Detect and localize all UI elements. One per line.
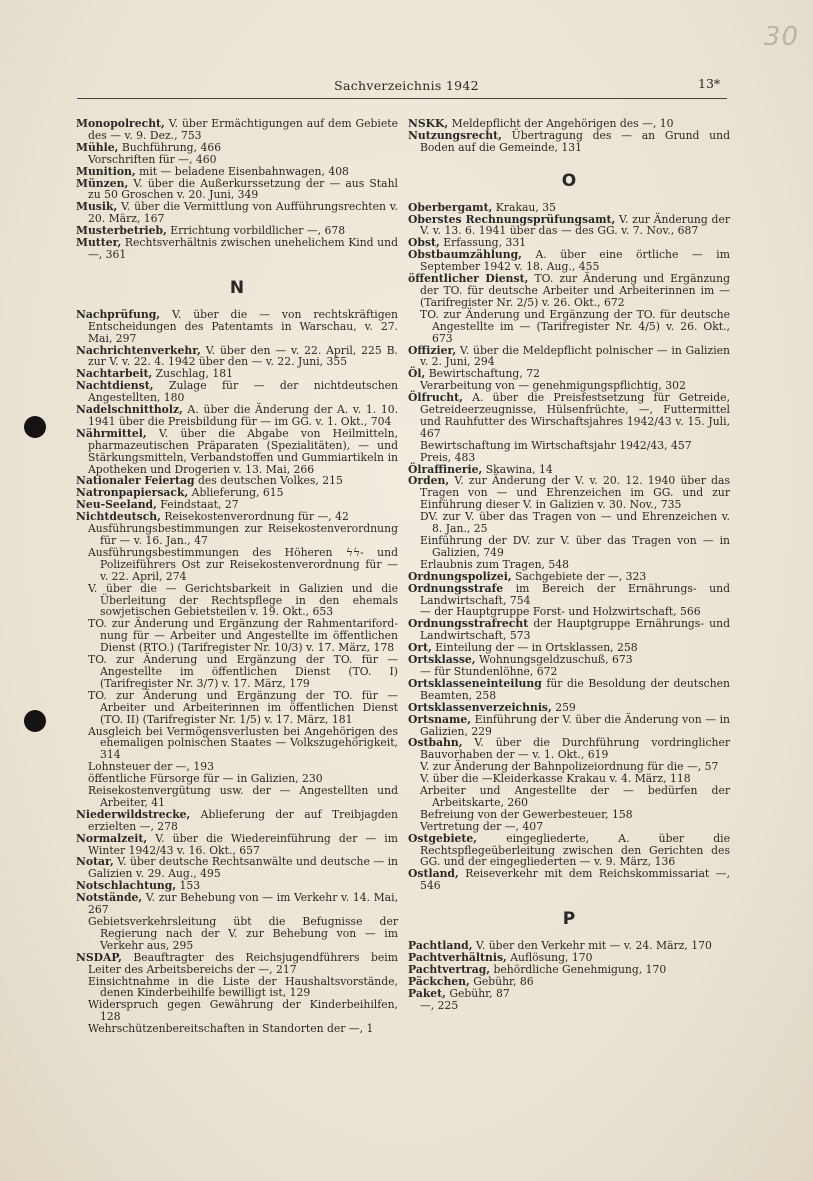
entry-headword: Ort, [408, 641, 432, 655]
entry-text: Einteilung der — in Ortsklassen, 258 [431, 641, 638, 655]
index-entry [408, 249, 730, 273]
entry-headword: Ölfrucht, [408, 391, 463, 405]
entry-text: Ablieferung der auf Treibjagden erzielten —, 278 [88, 807, 398, 833]
index-entry [408, 868, 730, 892]
entry-text: Wehrschützenbereitschaften in Standorten der —, 1 [88, 1022, 374, 1036]
entry-text: V. über die — Gerichtsbarkeit in Galizien und die Überleitung der Rechtspflege in den ehemals sowjetischen Gebietsteilen v. 19. Okt., 653 [88, 581, 398, 619]
entry-text: Verarbeitung von — genehmigungspflichtig, 302 [420, 379, 686, 393]
entry-text: A. über die Preisfestsetzung für Getreide, Getreideerzeugnisse, Hülsenfrüchte, —, Futtermittel und Rauhfutter des Wirschaftsjahres 1942/43 v. 15. Juli, 467 [420, 391, 730, 440]
index-subentry [76, 726, 398, 762]
entry-headword: Natronpapiersack, [76, 486, 189, 500]
entry-headword: Musik, [76, 200, 118, 214]
index-entry [76, 892, 398, 916]
entry-text: Befreiung von der Gewerbesteuer, 158 [420, 807, 633, 821]
entry-text: V. zur Änderung der V. v. 13. 6. 1941 über das — des GG. v. 7. Nov., 687 [420, 212, 730, 238]
index-entry [408, 678, 730, 702]
entry-headword: Öl, [408, 367, 426, 381]
index-entry [76, 237, 398, 261]
entry-headword: Mutter, [76, 236, 122, 250]
entry-text: —, 225 [420, 998, 459, 1012]
entry-headword: öffentlicher Dienst, [408, 272, 529, 286]
entry-headword: Neu-Seeland, [76, 498, 157, 512]
index-subentry [76, 618, 398, 654]
entry-headword: Nichtdeutsch, [76, 510, 161, 524]
entry-text: Einführung der V. über die Änderung von — in Galizien, 229 [420, 712, 730, 738]
entry-text: Errichtung vorbildlicher —, 678 [166, 224, 346, 238]
index-entry [408, 475, 730, 511]
entry-headword: Obstbaumzählung, [408, 248, 522, 262]
index-subentry [408, 535, 730, 559]
entry-headword: Notschlachtung, [76, 879, 177, 893]
index-entry [76, 404, 398, 428]
index-subentry [76, 785, 398, 809]
entry-text: Reisekostenverordnung für —, 42 [160, 510, 349, 524]
entry-text: Krakau, 35 [492, 200, 556, 214]
entry-text: Lohnsteuer der —, 193 [88, 760, 214, 774]
entry-text: TO. zur Änderung und Ergänzung der TO. für — Angestellte im öffentlichen Dienst (TO. I) (Tarifregister Nr. 3/7) v. 17. März, 179 [88, 653, 398, 690]
entry-text: Ablieferung, 615 [188, 486, 284, 500]
index-entry [408, 833, 730, 869]
running-header-title: Sachverzeichnis 1942 [334, 78, 479, 93]
entry-text: Sachgebiete der —, 323 [511, 569, 647, 583]
entry-headword: Offizier, [408, 343, 457, 357]
entry-text: für die Besoldung der deutschen Beamten, 258 [420, 676, 730, 702]
entry-text: Ausführungsbestimmungen des Höheren ϟϟ- und Polizeiführers Ost zur Reisekostenverordnung für — v. 22. April, 274 [88, 545, 398, 583]
entry-headword: Oberbergamt, [408, 200, 493, 214]
entry-text: Erfassung, 331 [439, 236, 527, 250]
entry-headword: Nadelschnittholz, [76, 403, 183, 417]
entry-text: Ausführungsbestimmungen zur Reisekostenverordnung für — v. 16. Jan., 47 [88, 522, 398, 547]
entry-headword: Nutzungsrecht, [408, 128, 502, 142]
entry-headword: Oberstes Rechnungsprüfungsamt, [408, 212, 616, 226]
entry-text: Arbeiter und Angestellte der — bedürfen der Arbeitskarte, 260 [420, 784, 730, 809]
entry-headword: Notar, [76, 855, 114, 869]
entry-text: Ausgleich bei Vermögensverlusten bei Angehörigen des ehemaligen polnischen Staates — Volkszugehörigkeit, 314 [88, 724, 398, 762]
index-subentry [408, 785, 730, 809]
entry-text: V. über die — von rechtskräftigen Entscheidungen des Patentamts in Warschau, v. 27. Mai, 297 [88, 307, 398, 345]
entry-text: öffentliche Fürsorge für — in Galizien, 230 [88, 772, 323, 786]
entry-text: V. über die Durchführung vordringlicher Bauvorhaben der — v. 1. Okt., 619 [420, 736, 730, 762]
index-entry [76, 428, 398, 476]
index-entry [408, 737, 730, 761]
index-subentry [408, 309, 730, 345]
entry-text: A. über die Änderung der A. v. 1. 10. 1941 über die Preisbildung für — im GG. v. 1. Okt., 704 [88, 403, 398, 428]
index-subentry [76, 999, 398, 1023]
entry-headword: Niederwildstrecke, [76, 807, 191, 821]
entry-text: TO. zur Änderung und Ergänzung der TO. für deutsche Arbeiter und Arbeiterinnen im — (Tarifregister Nr. 2/5) v. 26. Okt., 672 [420, 272, 730, 309]
section-letter: P [562, 909, 576, 930]
entry-headword: Nachprüfung, [76, 307, 161, 321]
entry-text: Skawina, 14 [482, 462, 553, 476]
entry-headword: Ordnungsstrafrecht [408, 617, 529, 631]
index-subentry [76, 1023, 398, 1035]
entry-headword: Paket, [408, 986, 446, 1000]
entry-text: — für Stundenlöhne, 672 [420, 664, 558, 678]
page-number: 13* [698, 76, 721, 91]
index-column-right [408, 118, 730, 1012]
entry-text: mit — beladene Eisenbahnwagen, 408 [135, 164, 349, 178]
entry-text: V. zur Behebung von — im Verkehr v. 14. Mai, 267 [88, 891, 398, 917]
index-subentry [76, 654, 398, 690]
entry-headword: Ostland, [408, 867, 459, 881]
index-entry [76, 178, 398, 202]
entry-text: Gebühr, 86 [469, 974, 534, 988]
entry-headword: Pachtverhältnis, [408, 951, 507, 964]
entry-text: A. über eine örtliche — im September 1942 v. 18. Aug., 455 [420, 248, 730, 274]
entry-headword: Munition, [76, 164, 136, 178]
index-entry [408, 618, 730, 642]
index-entry [76, 952, 398, 976]
index-entry [408, 130, 730, 154]
index-entry [408, 583, 730, 607]
entry-headword: Pachtland, [408, 939, 473, 953]
entry-text: V. über die —Kleiderkasse Krakau v. 4. März, 118 [420, 772, 691, 786]
entry-headword: Ordnungsstrafe [408, 581, 504, 595]
index-entry [76, 833, 398, 857]
entry-text: Meldepflicht der Angehörigen des —, 10 [448, 117, 674, 130]
index-subentry [408, 511, 730, 535]
punch-hole-top [24, 416, 46, 438]
entry-text: Einführung der DV. zur V. über das Tragen von — in Galizien, 749 [420, 534, 730, 559]
entry-text: Bewirtschaftung im Wirtschaftsjahr 1942/43, 457 [420, 438, 692, 452]
entry-text: V. über den Verkehr mit — v. 24. März, 170 [472, 939, 712, 953]
entry-text: Zulage für — der nichtdeutschen Angestellten, 180 [88, 379, 398, 405]
section-letter: N [229, 277, 245, 298]
entry-text: TO. zur Änderung und Ergänzung der Rahmentarifordnung für — Arbeiter und Angestellte im öffentlichen Dienst (RTO.) (Tarifregister Nr. 10/3) v. 17. März, 178 [88, 617, 398, 655]
entry-headword: Ortsklassenverzeichnis, [408, 700, 552, 714]
index-subentry [76, 523, 398, 547]
entry-headword: Nährmittel, [76, 426, 147, 440]
index-column-left [76, 118, 398, 1035]
entry-headword: Ostbahn, [408, 736, 463, 750]
index-entry [76, 118, 398, 142]
entry-headword: Nachtarbeit, [76, 367, 153, 381]
entry-text: Reiseverkehr mit dem Reichskommissariat —, 546 [420, 867, 730, 893]
section-letter: O [561, 170, 577, 191]
index-subentry [76, 547, 398, 583]
entry-headword: Nachrichtenverkehr, [76, 343, 201, 357]
entry-headword: Normalzeit, [76, 831, 148, 845]
entry-headword: Mühle, [76, 140, 119, 154]
entry-headword: Ortsname, [408, 712, 472, 726]
entry-text: V. über die Abgabe von Heilmitteln, pharmazeutischen Präparaten (Spezialitäten), — und Stärkungsmitteln, Verbandstoffen und Gummiartikeln in Apotheken und Drogerien v. 13. Mai, 266 [88, 426, 398, 476]
index-entry [76, 856, 398, 880]
entry-text: V. über Ermächtigungen auf dem Gebiete des — v. 9. Dez., 753 [88, 117, 398, 142]
entry-text: eingegliederte, A. über die Rechtspflegeüberleitung zwischen den Gerichten des GG. und der eingegliederten — v. 9. März, 136 [420, 831, 730, 869]
entry-text: Bewirtschaftung, 72 [425, 367, 540, 381]
entry-text: TO. zur Änderung und Ergänzung der TO. für deutsche Angestellte im — (Tarifregister Nr. 4/5) v. 26. Okt., 673 [420, 307, 730, 345]
index-subentry [76, 976, 398, 1000]
entry-text: Erlaubnis zum Tragen, 548 [420, 557, 570, 571]
index-entry [76, 309, 398, 345]
index-entry [408, 345, 730, 369]
entry-headword: Nachtdienst, [76, 379, 154, 393]
entry-text: im Bereich der Ernährungs- und Landwirtschaft, 754 [420, 581, 730, 607]
entry-text: Wohnungsgeldzuschuß, 673 [475, 653, 633, 667]
entry-headword: Päckchen, [408, 974, 470, 988]
index-subentry [76, 583, 398, 619]
entry-headword: Orden, [408, 474, 450, 488]
index-entry [408, 714, 730, 738]
index-entry [76, 380, 398, 404]
entry-text: Übertragung des — an Grund und Boden auf die Gemeinde, 131 [420, 128, 730, 154]
entry-text: 259 [551, 700, 576, 714]
index-entry [408, 273, 730, 309]
entry-headword: Musterbetrieb, [76, 224, 167, 238]
entry-headword: Ordnungspolizei, [408, 569, 512, 583]
entry-headword: NSDAP, [76, 950, 122, 964]
entry-headword: Ostgebiete, [408, 831, 478, 845]
index-entry [76, 809, 398, 833]
entry-headword: Notstände, [76, 891, 143, 905]
entry-text: Zuschlag, 181 [152, 367, 233, 381]
index-subentry [76, 690, 398, 726]
entry-text: V. über die Wiedereinführung der — im Winter 1942/43 v. 16. Okt., 657 [88, 831, 398, 857]
handwritten-page-mark: 30 [763, 22, 799, 52]
entry-text: Rechtsverhältnis zwischen unehelichem Kind und —, 361 [88, 236, 398, 261]
punch-hole-bottom [24, 710, 46, 732]
entry-text: Einsichtnahme in die Liste der Haushaltsvorstände, denen Kinderbeihilfe bewilligt ist, 129 [88, 974, 398, 1000]
entry-text: Feindstaat, 27 [156, 498, 239, 512]
entry-text: V. über den — v. 22. April, 225 B. zur V. v. 22. 4. 1942 über den — v. 22. Juni, 355 [88, 343, 398, 369]
entry-headword: Monopolrecht, [76, 117, 165, 130]
index-subentry [408, 1000, 730, 1012]
index-entry [408, 214, 730, 238]
index-subentry [76, 916, 398, 952]
index-entry [76, 201, 398, 225]
entry-text: behördliche Genehmigung, 170 [490, 962, 667, 976]
entry-headword: Ortsklasse, [408, 653, 476, 667]
entry-headword: Ölraffinerie, [408, 462, 483, 476]
entry-text: DV. zur V. über das Tragen von — und Ehrenzeichen v. 8. Jan., 25 [420, 510, 730, 536]
entry-headword: Münzen, [76, 176, 129, 190]
entry-text: TO. zur Änderung und Ergänzung der TO. für — Arbeiter und Arbeiterinnen im öffentlichen Dienst (TO. II) (Tarifregister Nr. 1/5) v. 17. März, 181 [88, 688, 398, 726]
header-rule [77, 98, 727, 99]
entry-text: V. über die Außerkurssetzung der — aus Stahl zu 50 Groschen v. 20. Juni, 349 [88, 176, 398, 202]
entry-text: Gebühr, 87 [445, 986, 510, 1000]
entry-text: der Hauptgruppe Ernährungs- und Landwirtschaft, 573 [420, 617, 730, 643]
entry-headword: Ortsklasseneinteilung [408, 676, 542, 690]
entry-text: V. über die Vermittlung von Aufführungsrechten v. 20. März, 167 [88, 200, 398, 226]
entry-headword: Nationaler Feiertag [76, 474, 195, 488]
entry-text: Reisekostenvergütung usw. der — Angestellten und Arbeiter, 41 [88, 784, 398, 809]
entry-text: V. zur Änderung der Bahnpolizeiordnung für die —, 57 [420, 760, 719, 774]
entry-headword: NSKK, [408, 117, 449, 130]
entry-text: Preis, 483 [420, 450, 476, 464]
entry-text: Gebietsverkehrsleitung übt die Befugnisse der Regierung nach der V. zur Behebung von — im Verkehr aus, 295 [88, 915, 398, 952]
entry-text: V. zur Änderung der V. v. 20. 12. 1940 über das Tragen von — und Ehrenzeichen im GG. und zur Einführung dieser V. in Galizien v. 30. Nov., 735 [420, 474, 730, 512]
entry-headword: Obst, [408, 236, 440, 250]
entry-text: 153 [176, 879, 201, 893]
index-entry [408, 392, 730, 440]
entry-text: Vorschriften für —, 460 [88, 152, 217, 166]
entry-text: V. über die Meldepflicht polnischer — in Galizien v. 2. Juni, 294 [420, 343, 730, 369]
entry-headword: Pachtvertrag, [408, 962, 491, 976]
entry-text: Widerspruch gegen Gewährung der Kinderbeihilfen, 128 [88, 998, 398, 1024]
entry-text: des deutschen Volkes, 215 [194, 474, 343, 488]
entry-text: — der Hauptgruppe Forst- und Holzwirtschaft, 566 [420, 605, 701, 619]
index-entry [76, 345, 398, 369]
entry-text: Buchführung, 466 [118, 140, 222, 154]
entry-text: Beauftragter des Reichsjugendführers beim Leiter des Arbeitsbereichs der —, 217 [88, 950, 398, 976]
entry-text: V. über deutsche Rechtsanwälte und deutsche — in Galizien v. 29. Aug., 495 [88, 855, 398, 881]
entry-text: Auflösung, 170 [506, 951, 593, 964]
entry-text: Vertretung der —, 407 [420, 819, 543, 833]
